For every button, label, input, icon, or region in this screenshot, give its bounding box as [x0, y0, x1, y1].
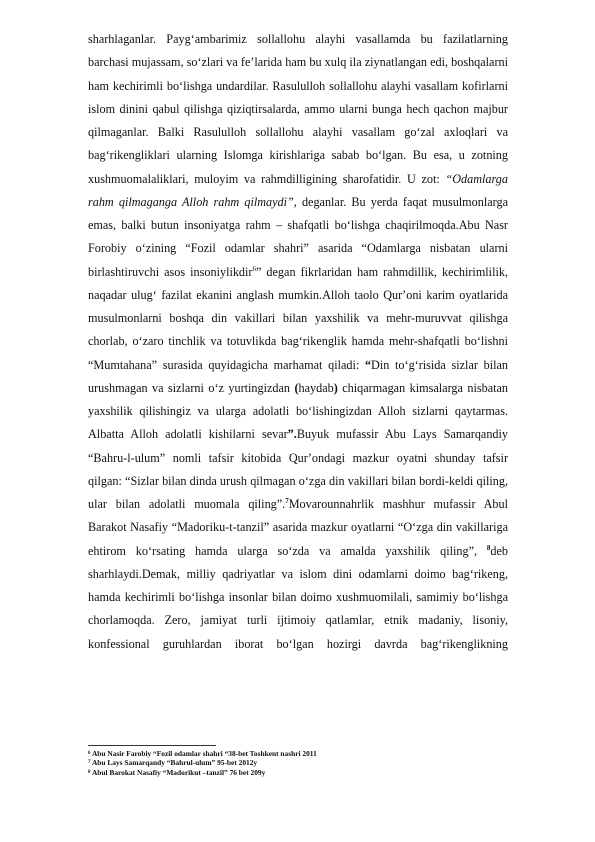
- body-text-1: sharhlaganlar. Paygʻambarimiz sollallohu alayhi vasallamda bu fazilatlarning barchasi mujassam, soʻzlari va feʼlarida ham bu xulq ila ziynatlangan edi, boshqalarni ham kechirimli boʻlishga undardilar. Rasululloh sollallohu alayhi vasallam kofirlarni islom dinini qabul qilishga qiziqtirsalarda, ammo ularni bunga hech qachon majbur qilmaganlar. Balki Rasululloh sollallohu alayhi vasallam goʻzal axloqlari va bagʻrikengliklari ularning Islomga kirishlariga sabab boʻlgan. Bu esa, u zotning xushmuomalaliklari, muloyim va rahmdilligining sharofatidir. U zot:: [88, 32, 508, 186]
- footnote-text: Abu Nasir Farobiy “Fozil odamlar shahri “38-bet Toshkent nashri 2011: [90, 749, 317, 758]
- body-text-6: Buyuk mufassir Abu Lays Samarqandiy “Bahru-l-ulum” nomli tafsir kitobida Qurʼondagi mazkur oyatni shunday tafsir qilgan: “Sizlar bilan dinda urush qilmagan oʻzga din vakillari bilan bordi-keldi qiling, ular bilan adolatli muomala qiling”.: [88, 427, 508, 511]
- footnote-8: [88, 768, 508, 777]
- body-text-5: chiqarmagan kimsalarga nisbatan yaxshilik qilishingiz va ularga adolatli boʻlishingizdan Alloh sizlarni qaytarmas. Albatta Alloh adolatli kishilarni sevar: [88, 380, 508, 442]
- quote-close-mark: ”.: [287, 427, 297, 442]
- footnote-text: Abu Lays Samarqandy “Bahrul-ulum” 95-bet 2012y: [90, 758, 258, 768]
- main-paragraph: [88, 28, 508, 656]
- hadith-quote: “Odamlarga rahm qilmaganga Alloh rahm qilmaydi”,: [88, 171, 508, 209]
- paren-close: ): [333, 380, 338, 395]
- footnote-mark: 7: [88, 760, 91, 766]
- footnote-mark: 8: [88, 769, 91, 775]
- body-text-2: deganlar. Bu yerda faqat musulmonlarga emas, balki butun insoniyatga rahm – shafqatli boʻlishga chaqirilmoqda.Abu Nasr Forobiy oʻzining “Fozil odamlar shahri” asarida “Odamlarga nisbatan ularni birlashtiruvchi asos insoniylikdir: [88, 194, 508, 279]
- footnote-7: [88, 758, 508, 767]
- page-body: [88, 28, 508, 656]
- paren-open: (: [294, 380, 299, 395]
- quote-open-mark: “: [364, 357, 372, 372]
- body-text-8: deb sharhlaydi.Demak, milliy qadriyatlar va islom dini odamlarni doimo bagʻrikeng, hamda kechirimli boʻlishga insonlar bilan doimo xushmuomilali, samimiy boʻlishga chorlamoqda. Zero, jamiyat turli ijtimoiy qatlamlar, etnik madaniy, lisoniy, konfessional guruhlardan iborat boʻlgan hozirgi davrda bagʻrikenglikning: [88, 543, 508, 651]
- body-text-4: Din toʻgʻrisida sizlar bilan urushmagan va sizlarni oʻz yurtingizdan: [88, 357, 508, 395]
- footnote-mark: 6: [88, 751, 91, 756]
- footnote-ref-8[interactable]: 8: [486, 543, 491, 552]
- body-text-3: ” degan fikrlaridan ham rahmdillik, kechirimlilik, naqadar ulugʻ fazilat ekanini anglash mumkin.Alloh taolo Qurʼoni karim oyatlarida musulmonlarni boshqa din vakillari bilan yaxshilik va mehr-muruvvat qilishga chorlab, oʻzaro tinchlik va totuvlikda bagʻrikenglik hamda mehr-shafqatli boʻlishni “Mumtahana” surasida quyidagicha marhamat qiladi:: [88, 264, 508, 372]
- footnote-ref-7[interactable]: 7: [285, 497, 289, 505]
- body-text-4b: haydab: [298, 380, 334, 395]
- body-text-7: Movarounnahrlik mashhur mufassir Abul Barakot Nasafiy “Madoriku-t-tanzil” asarida mazkur oyatlarni “Oʻzga din vakillariga ehtirom koʻrsating hamda ularga soʻzda va amalda yaxshilik qiling”,: [88, 497, 508, 558]
- footnote-6: [88, 749, 508, 758]
- footnote-ref-6[interactable]: 6: [252, 264, 256, 273]
- footnote-text: Abul Barokat Nasafiy “Madorikut –tanzil” 76 bet 209y: [90, 767, 266, 777]
- footnote-separator: [88, 745, 216, 746]
- footnotes: [88, 749, 508, 777]
